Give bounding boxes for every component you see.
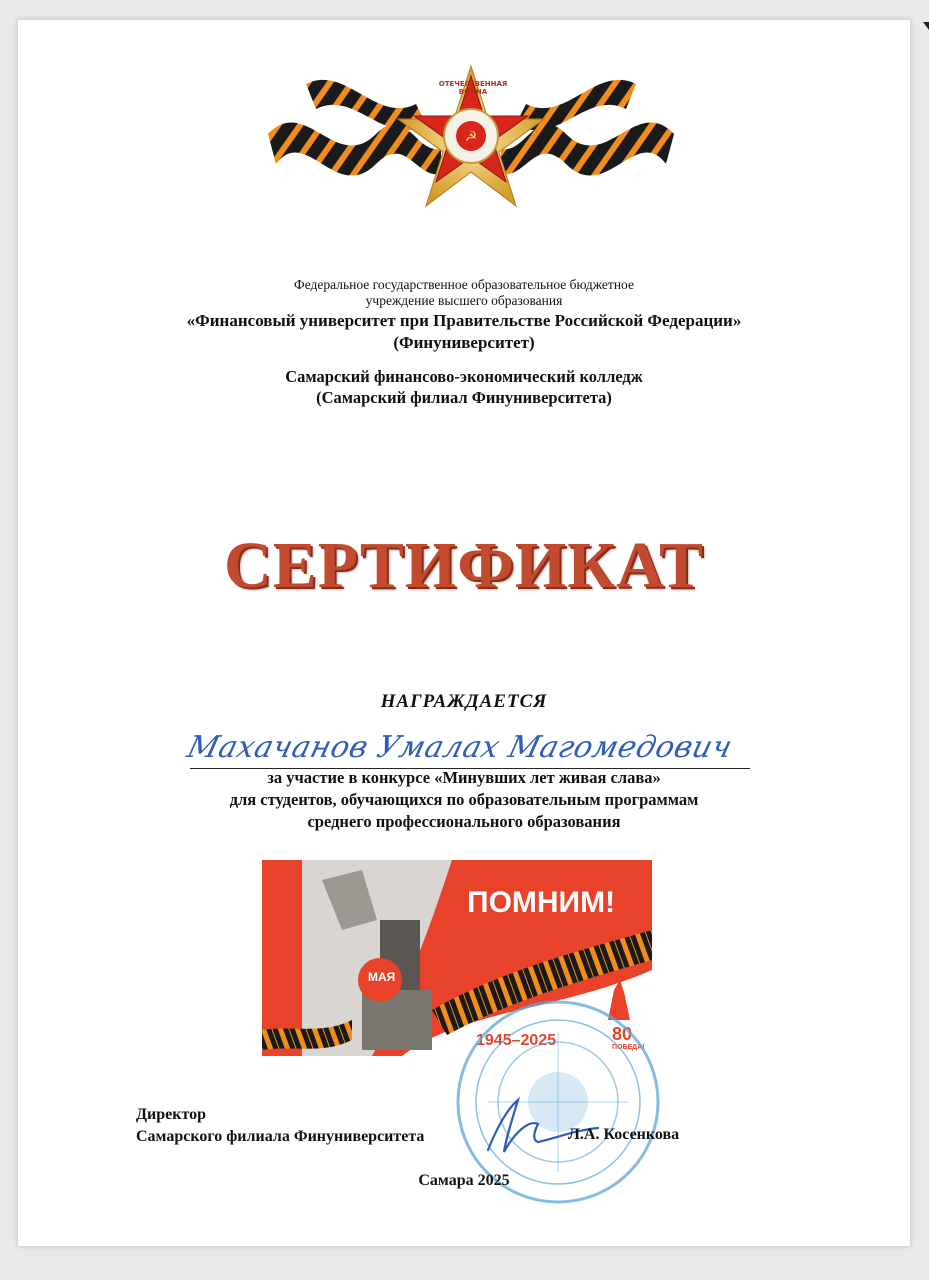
organization-name: «Финансовый университет при Правительстве Российской Федерации»	[186, 311, 742, 330]
banner-headline: ПОМНИМ!	[467, 886, 616, 919]
college-name: Самарский финансово-экономический колледж	[285, 367, 643, 386]
organization-short: (Финуниверситет)	[393, 333, 535, 352]
recipient-name: Махачанов Умалах Магомедович	[183, 730, 737, 765]
director-title	[136, 1104, 424, 1148]
college-branch: (Самарский филиал Финуниверситета)	[316, 388, 612, 407]
corner-mark	[923, 22, 929, 30]
banner-badge: МАЯ	[368, 970, 396, 984]
handwritten-signature	[476, 1090, 606, 1160]
director-title-line1: Директор	[136, 1106, 206, 1123]
banner-years: 1945–2025	[476, 1032, 557, 1049]
certificate-title: СЕРТИФИКАТ	[224, 529, 704, 602]
emblem-ring-text: ОТЕЧЕСТВЕННАЯ ВОЙНА	[438, 80, 508, 96]
director-title-line2: Самарского филиала Финуниверситета	[136, 1128, 425, 1145]
director-name: Л.А. Косенкова	[568, 1126, 680, 1143]
city-year: Самара 2025	[418, 1172, 510, 1189]
certificate-sheet	[18, 20, 910, 1246]
description-line2: для студентов, обучающихся по образовательным программам	[229, 790, 699, 809]
description-line3: среднего профессионального образования	[307, 812, 621, 831]
banner-anniversary: 80	[612, 1024, 633, 1044]
svg-text:☭: ☭	[464, 129, 478, 145]
organization-line2: учреждение высшего образования	[365, 293, 563, 308]
description-line1: за участие в конкурсе «Минувших лет живая слава»	[267, 768, 661, 787]
awarded-label: НАГРАЖДАЕТСЯ	[380, 691, 548, 712]
banner-anniversary-label: ПОБЕДА!	[612, 1044, 645, 1051]
organization-line1: Федеральное государственное образовательное бюджетное	[294, 277, 634, 292]
